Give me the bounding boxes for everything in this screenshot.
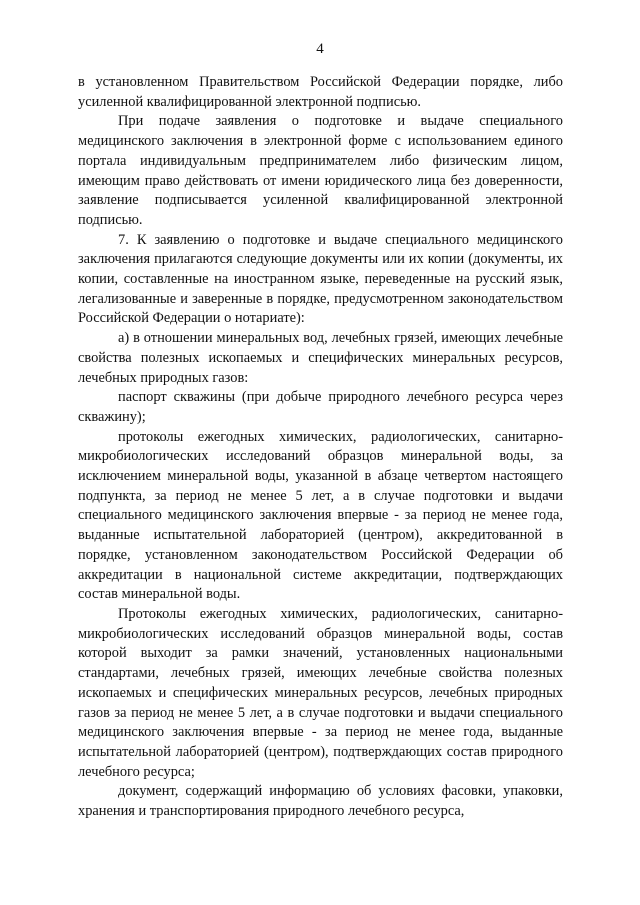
- paragraph-2: При подаче заявления о подготовке и выдаче специального медицинского заключения в электронной форме с использованием единого портала индивидуальным предпринимателем либо физическим лицом, имеющим право действовать от имени юридического лица без доверенности, заявление подписывается усиленной квалифицированной электронной подписью.: [78, 113, 563, 228]
- paragraph-8: документ, содержащий информацию об условиях фасовки, упаковки, хранения и транспортирования природного лечебного ресурса,: [78, 783, 563, 820]
- paragraph-4: а) в отношении минеральных вод, лечебных грязей, имеющих лечебные свойства полезных ископаемых и специфических минеральных ресурсов, лечебных природных газов:: [78, 330, 563, 386]
- paragraph-6: протоколы ежегодных химических, радиологических, санитарно-микробиологических исследований образцов минеральной воды, за исключением минеральной воды, указанной в абзаце четвертом настоящего подпункта, за период не менее 5 лет, а в случае подготовки и выдачи специального медицинского заключения впервые - за период не менее года, выданные испытательной лабораторией (центром), аккредитованной в порядке, установленном законодательством Российской Федерации об аккредитации в национальной системе аккредитации, подтверждающих состав минеральной воды.: [78, 428, 563, 603]
- document-body: [78, 73, 563, 822]
- paragraph-3: 7. К заявлению о подготовке и выдаче специального медицинского заключения прилагаются следующие документы или их копии (документы, их копии, составленные на иностранном языке, переведенные на русский язык, легализованные и заверенные в порядке, предусмотренном законодательством Российской Федерации о нотариате):: [78, 231, 563, 327]
- paragraph-1: в установленном Правительством Российской Федерации порядке, либо усиленной квалифицированной электронной подписью.: [78, 74, 563, 110]
- page-number: 4: [316, 41, 324, 57]
- paragraph-7: Протоколы ежегодных химических, радиологических, санитарно-микробиологических исследований образцов минеральной воды, состав которой выходит за рамки значений, установленных национальными стандартами, лечебных грязей, имеющих лечебные свойства полезных ископаемых и специфических минеральных ресурсов, лечебных природных газов за период не менее 5 лет, а в случае подготовки и выдачи специального медицинского заключения впервые - за период не менее года, выданные испытательной лабораторией (центром), подтверждающих состав природного лечебного ресурса;: [78, 605, 563, 780]
- paragraph-5: паспорт скважины (при добыче природного лечебного ресурса через скважину);: [78, 389, 563, 425]
